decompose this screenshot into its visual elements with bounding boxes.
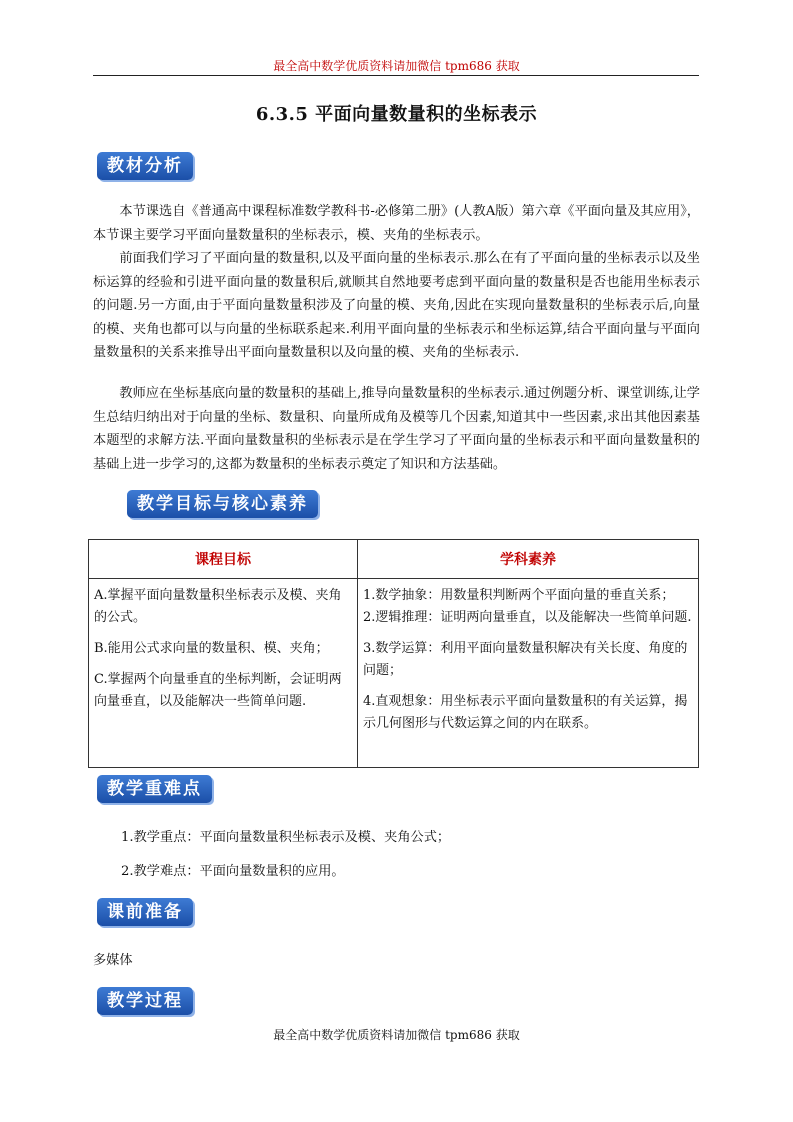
analysis-paragraph-3: 教师应在坐标基底向量的数量积的基础上,推导向量数量积的坐标表示.通过例题分析、课堂训练,让学生总结归纳出对于向量的坐标、数量积、向量所成角及模等几个因素,知道其中一些因素,求出其他因素基本题型的求解方法.平面向量数量积的坐标表示是在学生学习了平面向量的坐标表示和平面向量数量积的基础上进一步学习的,这都为数量积的坐标表示奠定了知识和方法基础。 [93, 386, 700, 472]
literacy-item: 1.数学抽象：用数量积判断两个平面向量的垂直关系； [363, 588, 675, 603]
document-title: 6.3.5 平面向量数量积的坐标表示 [255, 104, 538, 125]
section-tag-process: 教学过程 [97, 987, 193, 1015]
section-tag-keypoints: 教学重难点 [97, 775, 212, 803]
course-goal-item: B.能用公式求向量的数量积、模、夹角； [94, 641, 329, 656]
core-literacy-cell [358, 579, 699, 768]
page-footer: 最全高中数学优质资料请加微信 tpm686 获取 [273, 1028, 520, 1042]
literacy-item: 2.逻辑推理：证明两向量垂直，以及能解决一些简单问题. [363, 610, 692, 625]
keypoint-item: 1.教学重点：平面向量数量积坐标表示及模、夹角公式； [121, 830, 451, 845]
literacy-item: 4.直观想象：用坐标表示平面向量数量积的有关运算，揭示几何图形与代数运算之间的内在联系。 [363, 694, 688, 731]
course-goals-cell [89, 579, 358, 768]
course-goal-item: C.掌握两个向量垂直的坐标判断，会证明两向量垂直，以及能解决一些简单问题. [94, 672, 342, 709]
header-text: 最全高中数学优质资料请加微信 tpm686 获取 [273, 59, 520, 73]
analysis-paragraph-2: 前面我们学习了平面向量的数量积,以及平面向量的坐标表示.那么在有了平面向量的坐标表示以及坐标运算的经验和引进平面向量的数量积后,就顺其自然地要考虑到平面向量的数量积是否也能用坐标表示的问题.另一方面,由于平面向量数量积涉及了向量的模、夹角,因此在实现向量数量积的坐标表示后,向量的模、夹角也都可以与向量的坐标联系起来.利用平面向量的坐标表示和坐标运算,结合平面向量与平面向量数量积的关系来推导出平面向量数量积以及向量的模、夹角的坐标表示. [93, 251, 700, 360]
preparation-content: 多媒体 [93, 953, 133, 968]
course-goal-item: A.掌握平面向量数量积坐标表示及模、夹角的公式。 [94, 588, 342, 625]
section-tag-analysis: 教材分析 [97, 152, 193, 180]
header-rule [93, 75, 699, 76]
table-header-core-literacy: 学科素养 [358, 540, 699, 579]
table-header-course-goals: 课程目标 [89, 540, 358, 579]
keypoint-item: 2.教学难点：平面向量数量积的应用。 [121, 864, 345, 879]
analysis-paragraph-1: 本节课选自《普通高中课程标准数学教科书-必修第二册》(人教A版）第六章《平面向量及其应用》，本节课主要学习平面向量数量积的坐标表示，模、夹角的坐标表示。 [93, 204, 700, 243]
section-tag-preparation: 课前准备 [97, 898, 193, 926]
objectives-table [88, 539, 699, 768]
literacy-item: 3.数学运算：利用平面向量数量积解决有关长度、角度的问题； [363, 641, 688, 678]
section-tag-objectives: 教学目标与核心素养 [127, 490, 318, 518]
